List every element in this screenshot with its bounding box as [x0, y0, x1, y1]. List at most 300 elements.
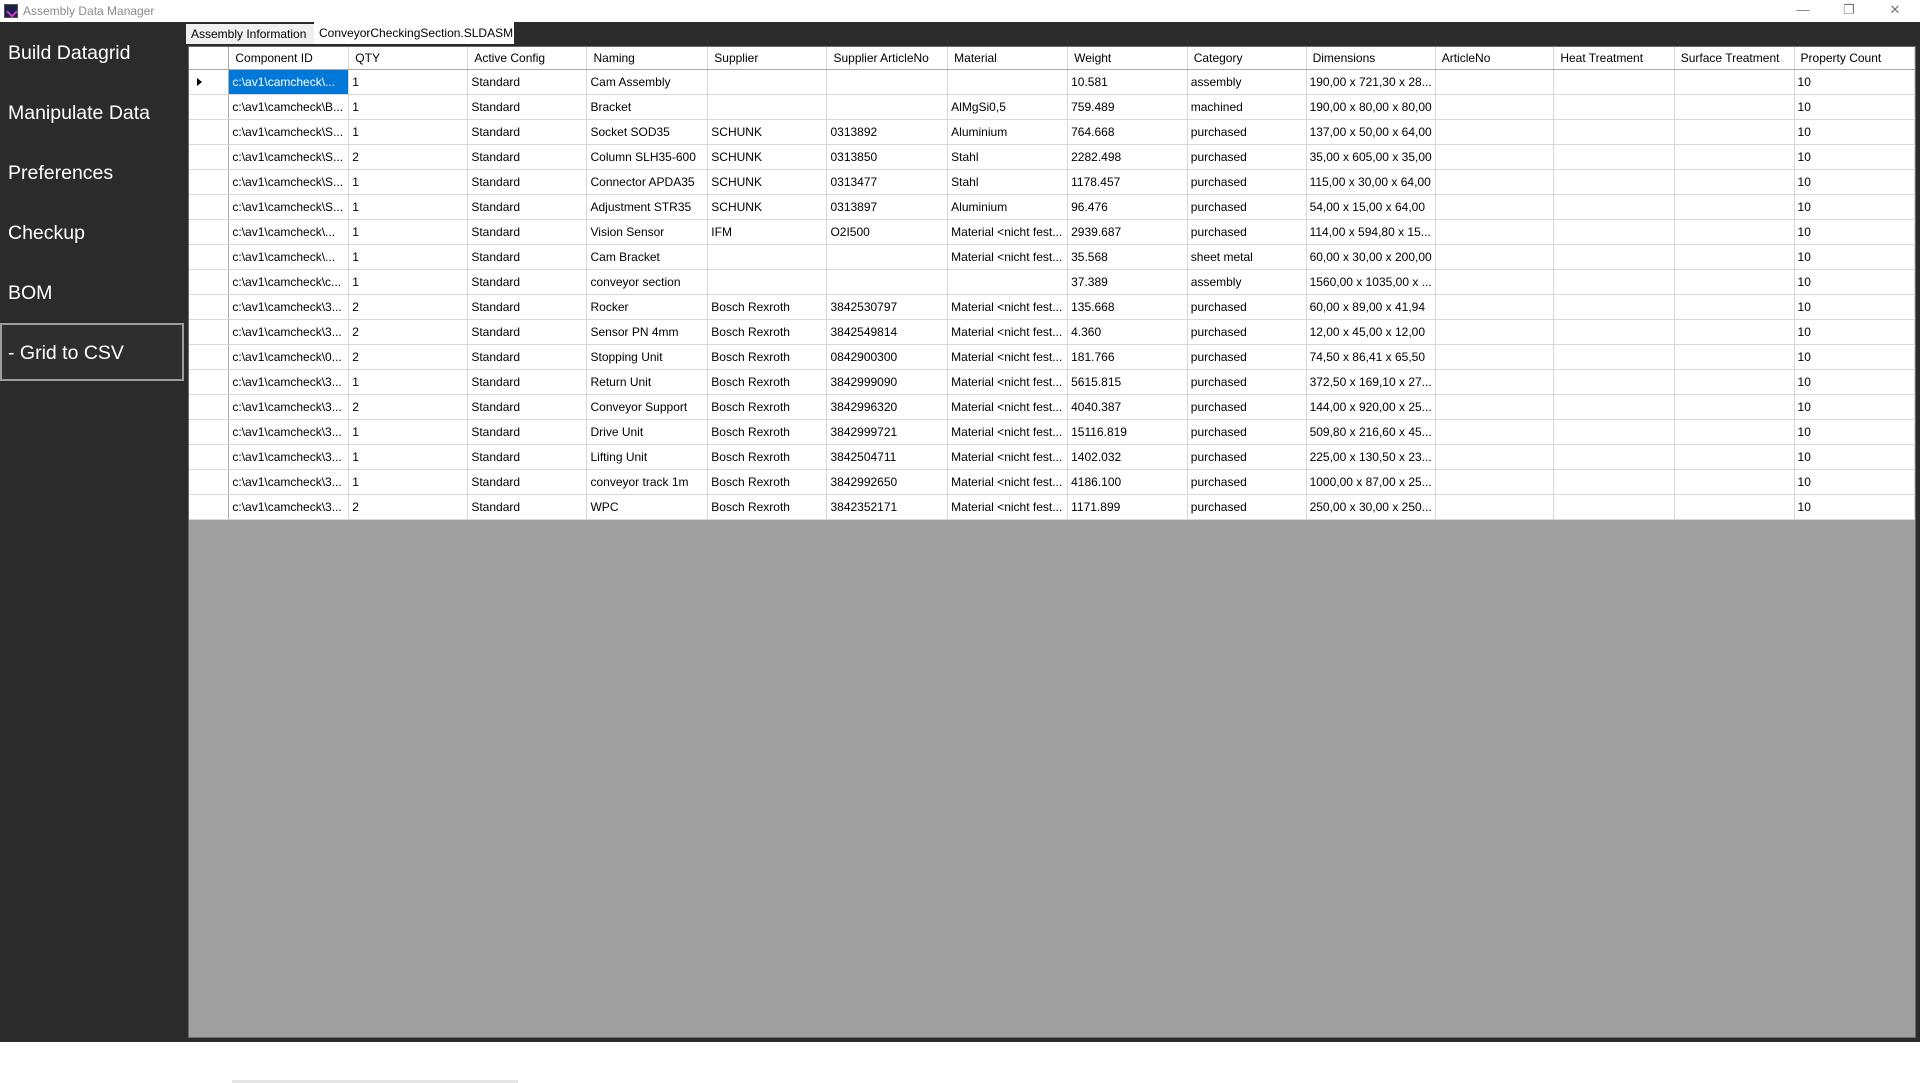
- table-row[interactable]: [189, 145, 1915, 170]
- table-cell[interactable]: [1674, 445, 1794, 470]
- table-cell[interactable]: [1554, 445, 1674, 470]
- table-cell[interactable]: 1: [349, 420, 468, 445]
- table-cell[interactable]: Standard: [468, 495, 587, 520]
- table-cell[interactable]: 35.568: [1068, 245, 1188, 270]
- table-cell[interactable]: 3842530797: [827, 295, 948, 320]
- table-cell[interactable]: 2: [349, 395, 468, 420]
- table-cell[interactable]: Standard: [468, 270, 587, 295]
- table-cell[interactable]: purchased: [1187, 370, 1306, 395]
- row-header[interactable]: [189, 95, 229, 120]
- row-header[interactable]: [189, 70, 229, 95]
- table-cell[interactable]: [708, 95, 827, 120]
- row-header[interactable]: [189, 495, 229, 520]
- table-cell[interactable]: [1554, 395, 1674, 420]
- table-cell[interactable]: [1554, 145, 1674, 170]
- table-cell[interactable]: 1: [349, 220, 468, 245]
- table-cell[interactable]: [1674, 70, 1794, 95]
- table-cell[interactable]: Column SLH35-600: [587, 145, 708, 170]
- table-cell[interactable]: 10: [1794, 345, 1914, 370]
- table-cell[interactable]: c:\av1\camcheck\...: [229, 245, 349, 270]
- column-header[interactable]: Dimensions: [1306, 47, 1435, 70]
- column-header[interactable]: Property Count: [1794, 47, 1914, 70]
- table-cell[interactable]: [1554, 95, 1674, 120]
- table-cell[interactable]: 0313477: [827, 170, 948, 195]
- table-cell[interactable]: 3842504711: [827, 445, 948, 470]
- table-cell[interactable]: [948, 70, 1068, 95]
- table-cell[interactable]: 3842999721: [827, 420, 948, 445]
- table-cell[interactable]: Standard: [468, 95, 587, 120]
- table-cell[interactable]: 509,80 x 216,60 x 45...: [1306, 420, 1435, 445]
- table-cell[interactable]: 10: [1794, 170, 1914, 195]
- table-cell[interactable]: [708, 270, 827, 295]
- table-cell[interactable]: purchased: [1187, 145, 1306, 170]
- minimize-icon[interactable]: —: [1796, 2, 1810, 17]
- table-cell[interactable]: [1554, 420, 1674, 445]
- table-cell[interactable]: 2: [349, 495, 468, 520]
- table-cell[interactable]: Return Unit: [587, 370, 708, 395]
- table-cell[interactable]: SCHUNK: [708, 120, 827, 145]
- table-cell[interactable]: 114,00 x 594,80 x 15...: [1306, 220, 1435, 245]
- table-cell[interactable]: Conveyor Support: [587, 395, 708, 420]
- table-row[interactable]: [189, 420, 1915, 445]
- table-row[interactable]: [189, 220, 1915, 245]
- table-cell[interactable]: [1674, 120, 1794, 145]
- table-cell[interactable]: 1: [349, 445, 468, 470]
- table-cell[interactable]: Stopping Unit: [587, 345, 708, 370]
- row-header[interactable]: [189, 270, 229, 295]
- table-cell[interactable]: Bosch Rexroth: [708, 470, 827, 495]
- row-header[interactable]: [189, 145, 229, 170]
- table-cell[interactable]: 181.766: [1068, 345, 1188, 370]
- table-cell[interactable]: [1435, 95, 1554, 120]
- table-cell[interactable]: conveyor section: [587, 270, 708, 295]
- table-cell[interactable]: [1674, 245, 1794, 270]
- table-cell[interactable]: Standard: [468, 370, 587, 395]
- table-cell[interactable]: 74,50 x 86,41 x 65,50: [1306, 345, 1435, 370]
- table-cell[interactable]: [827, 270, 948, 295]
- table-cell[interactable]: 1: [349, 95, 468, 120]
- table-cell[interactable]: c:\av1\camcheck\3...: [229, 395, 349, 420]
- table-cell[interactable]: purchased: [1187, 220, 1306, 245]
- table-cell[interactable]: 10: [1794, 145, 1914, 170]
- table-cell[interactable]: Standard: [468, 120, 587, 145]
- table-cell[interactable]: c:\av1\camcheck\3...: [229, 420, 349, 445]
- table-cell[interactable]: Standard: [468, 145, 587, 170]
- table-cell[interactable]: [1554, 195, 1674, 220]
- table-cell[interactable]: 764.668: [1068, 120, 1188, 145]
- table-cell[interactable]: 115,00 x 30,00 x 64,00: [1306, 170, 1435, 195]
- column-header[interactable]: ArticleNo: [1435, 47, 1554, 70]
- table-cell[interactable]: Standard: [468, 345, 587, 370]
- table-cell[interactable]: 1: [349, 245, 468, 270]
- column-header[interactable]: Weight: [1068, 47, 1188, 70]
- table-cell[interactable]: Stahl: [948, 170, 1068, 195]
- table-cell[interactable]: c:\av1\camcheck\3...: [229, 495, 349, 520]
- table-cell[interactable]: WPC: [587, 495, 708, 520]
- table-row[interactable]: [189, 495, 1915, 520]
- table-cell[interactable]: 1: [349, 120, 468, 145]
- table-cell[interactable]: 2282.498: [1068, 145, 1188, 170]
- table-cell[interactable]: 0313892: [827, 120, 948, 145]
- table-cell[interactable]: Material <nicht fest...: [948, 420, 1068, 445]
- table-cell[interactable]: c:\av1\camcheck\S...: [229, 195, 349, 220]
- table-cell[interactable]: c:\av1\camcheck\3...: [229, 320, 349, 345]
- table-cell[interactable]: 4186.100: [1068, 470, 1188, 495]
- table-cell[interactable]: Connector APDA35: [587, 170, 708, 195]
- table-cell[interactable]: [827, 95, 948, 120]
- table-cell[interactable]: [1674, 320, 1794, 345]
- table-cell[interactable]: 10.581: [1068, 70, 1188, 95]
- table-cell[interactable]: purchased: [1187, 445, 1306, 470]
- table-cell[interactable]: c:\av1\camcheck\3...: [229, 295, 349, 320]
- table-cell[interactable]: 96.476: [1068, 195, 1188, 220]
- table-cell[interactable]: Material <nicht fest...: [948, 345, 1068, 370]
- column-header[interactable]: Component ID: [229, 47, 349, 70]
- table-cell[interactable]: [948, 270, 1068, 295]
- row-header[interactable]: [189, 295, 229, 320]
- table-cell[interactable]: 759.489: [1068, 95, 1188, 120]
- table-cell[interactable]: 372,50 x 169,10 x 27...: [1306, 370, 1435, 395]
- table-cell[interactable]: [1435, 295, 1554, 320]
- table-cell[interactable]: Cam Assembly: [587, 70, 708, 95]
- table-cell[interactable]: purchased: [1187, 170, 1306, 195]
- table-cell[interactable]: Bosch Rexroth: [708, 445, 827, 470]
- table-cell[interactable]: 137,00 x 50,00 x 64,00: [1306, 120, 1435, 145]
- table-row[interactable]: [189, 70, 1915, 95]
- table-cell[interactable]: Adjustment STR35: [587, 195, 708, 220]
- table-cell[interactable]: c:\av1\camcheck\3...: [229, 445, 349, 470]
- table-cell[interactable]: Sensor PN 4mm: [587, 320, 708, 345]
- column-header[interactable]: Naming: [587, 47, 708, 70]
- table-cell[interactable]: 10: [1794, 420, 1914, 445]
- table-cell[interactable]: 10: [1794, 245, 1914, 270]
- table-cell[interactable]: SCHUNK: [708, 170, 827, 195]
- table-cell[interactable]: purchased: [1187, 320, 1306, 345]
- table-cell[interactable]: 1: [349, 195, 468, 220]
- table-cell[interactable]: purchased: [1187, 420, 1306, 445]
- table-cell[interactable]: [1554, 70, 1674, 95]
- table-cell[interactable]: 10: [1794, 395, 1914, 420]
- table-cell[interactable]: 60,00 x 30,00 x 200,00: [1306, 245, 1435, 270]
- table-cell[interactable]: [1554, 220, 1674, 245]
- table-cell[interactable]: Stahl: [948, 145, 1068, 170]
- table-row[interactable]: [189, 270, 1915, 295]
- table-row[interactable]: [189, 120, 1915, 145]
- table-cell[interactable]: 2: [349, 320, 468, 345]
- table-cell[interactable]: 225,00 x 130,50 x 23...: [1306, 445, 1435, 470]
- table-cell[interactable]: 2: [349, 295, 468, 320]
- table-cell[interactable]: Bracket: [587, 95, 708, 120]
- table-cell[interactable]: 0842900300: [827, 345, 948, 370]
- table-cell[interactable]: 10: [1794, 295, 1914, 320]
- table-cell[interactable]: 2: [349, 345, 468, 370]
- table-cell[interactable]: [1435, 445, 1554, 470]
- table-cell[interactable]: 1178.457: [1068, 170, 1188, 195]
- tab-conveyor-checking-section[interactable]: ConveyorCheckingSection.SLDASM: [314, 22, 514, 44]
- table-cell[interactable]: AlMgSi0,5: [948, 95, 1068, 120]
- table-row[interactable]: [189, 345, 1915, 370]
- table-row[interactable]: [189, 470, 1915, 495]
- table-cell[interactable]: c:\av1\camcheck\c...: [229, 270, 349, 295]
- close-icon[interactable]: ✕: [1889, 2, 1901, 17]
- table-cell[interactable]: Material <nicht fest...: [948, 495, 1068, 520]
- table-cell[interactable]: 10: [1794, 470, 1914, 495]
- table-cell[interactable]: [1435, 145, 1554, 170]
- column-header[interactable]: Material: [948, 47, 1068, 70]
- table-cell[interactable]: Standard: [468, 295, 587, 320]
- column-header[interactable]: Supplier ArticleNo: [827, 47, 948, 70]
- table-cell[interactable]: [1674, 420, 1794, 445]
- table-cell[interactable]: 3842996320: [827, 395, 948, 420]
- table-cell[interactable]: 54,00 x 15,00 x 64,00: [1306, 195, 1435, 220]
- table-cell[interactable]: Bosch Rexroth: [708, 395, 827, 420]
- table-cell[interactable]: 10: [1794, 270, 1914, 295]
- table-cell[interactable]: [1435, 345, 1554, 370]
- table-cell[interactable]: c:\av1\camcheck\S...: [229, 120, 349, 145]
- sidebar-item-bom[interactable]: BOM: [8, 282, 53, 304]
- table-cell[interactable]: [1435, 120, 1554, 145]
- table-cell[interactable]: Standard: [468, 445, 587, 470]
- table-cell[interactable]: SCHUNK: [708, 145, 827, 170]
- table-cell[interactable]: assembly: [1187, 270, 1306, 295]
- table-cell[interactable]: c:\av1\camcheck\S...: [229, 170, 349, 195]
- row-header[interactable]: [189, 445, 229, 470]
- table-cell[interactable]: [1554, 320, 1674, 345]
- table-cell[interactable]: Material <nicht fest...: [948, 395, 1068, 420]
- table-cell[interactable]: [1435, 220, 1554, 245]
- table-cell[interactable]: 1171.899: [1068, 495, 1188, 520]
- table-cell[interactable]: [1674, 470, 1794, 495]
- table-cell[interactable]: purchased: [1187, 295, 1306, 320]
- table-cell[interactable]: c:\av1\camcheck\S...: [229, 145, 349, 170]
- table-cell[interactable]: conveyor track 1m: [587, 470, 708, 495]
- table-cell[interactable]: [1554, 370, 1674, 395]
- table-cell[interactable]: [1435, 395, 1554, 420]
- table-cell[interactable]: Material <nicht fest...: [948, 445, 1068, 470]
- table-cell[interactable]: [1435, 495, 1554, 520]
- row-header[interactable]: [189, 395, 229, 420]
- table-cell[interactable]: [1674, 170, 1794, 195]
- table-cell[interactable]: Standard: [468, 170, 587, 195]
- table-cell[interactable]: 15116.819: [1068, 420, 1188, 445]
- table-cell[interactable]: 1: [349, 270, 468, 295]
- table-cell[interactable]: Vision Sensor: [587, 220, 708, 245]
- table-cell[interactable]: 1: [349, 70, 468, 95]
- assembly-datagrid[interactable]: [188, 46, 1916, 1038]
- table-cell[interactable]: Rocker: [587, 295, 708, 320]
- sidebar-item-preferences[interactable]: Preferences: [8, 162, 114, 184]
- table-cell[interactable]: c:\av1\camcheck\B...: [229, 95, 349, 120]
- table-cell[interactable]: [1435, 420, 1554, 445]
- table-cell[interactable]: purchased: [1187, 195, 1306, 220]
- table-cell[interactable]: Material <nicht fest...: [948, 245, 1068, 270]
- table-cell[interactable]: 10: [1794, 120, 1914, 145]
- table-cell[interactable]: [1435, 170, 1554, 195]
- table-cell[interactable]: [1435, 195, 1554, 220]
- table-cell[interactable]: [1674, 270, 1794, 295]
- table-cell[interactable]: [827, 70, 948, 95]
- table-cell[interactable]: 2939.687: [1068, 220, 1188, 245]
- table-cell[interactable]: Aluminium: [948, 195, 1068, 220]
- table-cell[interactable]: 2: [349, 145, 468, 170]
- table-cell[interactable]: [1554, 345, 1674, 370]
- table-cell[interactable]: Lifting Unit: [587, 445, 708, 470]
- table-cell[interactable]: [1674, 95, 1794, 120]
- table-cell[interactable]: Standard: [468, 320, 587, 345]
- table-cell[interactable]: 190,00 x 80,00 x 80,00: [1306, 95, 1435, 120]
- table-cell[interactable]: Material <nicht fest...: [948, 470, 1068, 495]
- table-row[interactable]: [189, 295, 1915, 320]
- table-cell[interactable]: [1554, 270, 1674, 295]
- table-cell[interactable]: 10: [1794, 370, 1914, 395]
- table-cell[interactable]: 3842992650: [827, 470, 948, 495]
- table-cell[interactable]: 60,00 x 89,00 x 41,94: [1306, 295, 1435, 320]
- table-cell[interactable]: Standard: [468, 195, 587, 220]
- table-row[interactable]: [189, 320, 1915, 345]
- row-header[interactable]: [189, 370, 229, 395]
- table-cell[interactable]: c:\av1\camcheck\0...: [229, 345, 349, 370]
- column-header[interactable]: Supplier: [708, 47, 827, 70]
- table-cell[interactable]: 1: [349, 370, 468, 395]
- table-row[interactable]: [189, 395, 1915, 420]
- table-cell[interactable]: [1435, 70, 1554, 95]
- table-cell[interactable]: purchased: [1187, 120, 1306, 145]
- table-cell[interactable]: O2I500: [827, 220, 948, 245]
- sidebar-item-grid-to-csv[interactable]: - Grid to CSV: [0, 323, 184, 381]
- table-cell[interactable]: [1554, 245, 1674, 270]
- table-cell[interactable]: [708, 245, 827, 270]
- table-cell[interactable]: Material <nicht fest...: [948, 320, 1068, 345]
- table-cell[interactable]: 10: [1794, 95, 1914, 120]
- table-cell[interactable]: Cam Bracket: [587, 245, 708, 270]
- row-header[interactable]: [189, 470, 229, 495]
- table-cell[interactable]: 190,00 x 721,30 x 28...: [1306, 70, 1435, 95]
- table-cell[interactable]: 1402.032: [1068, 445, 1188, 470]
- table-cell[interactable]: [1554, 170, 1674, 195]
- table-cell[interactable]: [1554, 295, 1674, 320]
- table-cell[interactable]: c:\av1\camcheck\...: [229, 220, 349, 245]
- sidebar-item-build-datagrid[interactable]: Build Datagrid: [8, 42, 131, 64]
- table-cell[interactable]: 1: [349, 170, 468, 195]
- row-header[interactable]: [189, 170, 229, 195]
- table-cell[interactable]: [1674, 145, 1794, 170]
- table-row[interactable]: [189, 445, 1915, 470]
- table-cell[interactable]: Socket SOD35: [587, 120, 708, 145]
- table-cell[interactable]: 35,00 x 605,00 x 35,00: [1306, 145, 1435, 170]
- table-cell[interactable]: [1674, 295, 1794, 320]
- row-header[interactable]: [189, 195, 229, 220]
- table-cell[interactable]: [1674, 220, 1794, 245]
- table-cell[interactable]: [1435, 470, 1554, 495]
- table-cell[interactable]: [1435, 370, 1554, 395]
- table-cell[interactable]: [1435, 270, 1554, 295]
- row-header[interactable]: [189, 120, 229, 145]
- table-cell[interactable]: 10: [1794, 320, 1914, 345]
- table-cell[interactable]: 1560,00 x 1035,00 x ...: [1306, 270, 1435, 295]
- table-cell[interactable]: Material <nicht fest...: [948, 220, 1068, 245]
- table-cell[interactable]: Bosch Rexroth: [708, 345, 827, 370]
- table-cell[interactable]: [1674, 395, 1794, 420]
- row-header[interactable]: [189, 245, 229, 270]
- table-cell[interactable]: Bosch Rexroth: [708, 495, 827, 520]
- table-cell[interactable]: 3842549814: [827, 320, 948, 345]
- table-cell[interactable]: Standard: [468, 70, 587, 95]
- table-cell[interactable]: 3842999090: [827, 370, 948, 395]
- table-cell[interactable]: [1435, 320, 1554, 345]
- table-cell[interactable]: Standard: [468, 220, 587, 245]
- table-cell[interactable]: Bosch Rexroth: [708, 370, 827, 395]
- table-cell[interactable]: 10: [1794, 495, 1914, 520]
- table-cell[interactable]: sheet metal: [1187, 245, 1306, 270]
- table-cell[interactable]: [827, 245, 948, 270]
- table-cell[interactable]: c:\av1\camcheck\...: [229, 70, 349, 95]
- table-cell[interactable]: Standard: [468, 395, 587, 420]
- table-cell[interactable]: 0313850: [827, 145, 948, 170]
- column-header[interactable]: Category: [1187, 47, 1306, 70]
- table-cell[interactable]: [1554, 470, 1674, 495]
- table-cell[interactable]: Bosch Rexroth: [708, 320, 827, 345]
- table-cell[interactable]: [708, 70, 827, 95]
- table-row[interactable]: [189, 370, 1915, 395]
- table-row[interactable]: [189, 195, 1915, 220]
- table-cell[interactable]: 37.389: [1068, 270, 1188, 295]
- table-cell[interactable]: [1674, 195, 1794, 220]
- table-cell[interactable]: 10: [1794, 70, 1914, 95]
- table-cell[interactable]: 5615.815: [1068, 370, 1188, 395]
- table-cell[interactable]: Standard: [468, 245, 587, 270]
- table-row[interactable]: [189, 170, 1915, 195]
- table-cell[interactable]: Standard: [468, 470, 587, 495]
- table-cell[interactable]: purchased: [1187, 395, 1306, 420]
- table-cell[interactable]: purchased: [1187, 470, 1306, 495]
- table-row[interactable]: [189, 95, 1915, 120]
- table-cell[interactable]: 10: [1794, 445, 1914, 470]
- table-cell[interactable]: Bosch Rexroth: [708, 295, 827, 320]
- table-cell[interactable]: Aluminium: [948, 120, 1068, 145]
- row-header[interactable]: [189, 220, 229, 245]
- table-cell[interactable]: 4040.387: [1068, 395, 1188, 420]
- table-cell[interactable]: purchased: [1187, 345, 1306, 370]
- table-cell[interactable]: Material <nicht fest...: [948, 295, 1068, 320]
- table-cell[interactable]: 135.668: [1068, 295, 1188, 320]
- tab-assembly-information[interactable]: Assembly Information: [186, 24, 314, 44]
- column-header[interactable]: Surface Treatment: [1674, 47, 1794, 70]
- table-cell[interactable]: 12,00 x 45,00 x 12,00: [1306, 320, 1435, 345]
- restore-icon[interactable]: ❐: [1843, 2, 1855, 17]
- table-cell[interactable]: assembly: [1187, 70, 1306, 95]
- table-cell[interactable]: 4.360: [1068, 320, 1188, 345]
- table-cell[interactable]: 144,00 x 920,00 x 25...: [1306, 395, 1435, 420]
- row-header[interactable]: [189, 345, 229, 370]
- column-header[interactable]: Active Config: [468, 47, 587, 70]
- sidebar-item-checkup[interactable]: Checkup: [8, 222, 85, 244]
- sidebar-item-manipulate-data[interactable]: Manipulate Data: [8, 102, 151, 124]
- table-cell[interactable]: 1: [349, 470, 468, 495]
- table-cell[interactable]: 250,00 x 30,00 x 250...: [1306, 495, 1435, 520]
- table-cell[interactable]: 10: [1794, 220, 1914, 245]
- table-cell[interactable]: Drive Unit: [587, 420, 708, 445]
- table-cell[interactable]: machined: [1187, 95, 1306, 120]
- row-header-corner[interactable]: [189, 47, 229, 70]
- table-cell[interactable]: [1554, 495, 1674, 520]
- table-cell[interactable]: SCHUNK: [708, 195, 827, 220]
- table-cell[interactable]: 1000,00 x 87,00 x 25...: [1306, 470, 1435, 495]
- table-cell[interactable]: [1674, 370, 1794, 395]
- row-header[interactable]: [189, 420, 229, 445]
- table-row[interactable]: [189, 245, 1915, 270]
- table-cell[interactable]: Standard: [468, 420, 587, 445]
- table-cell[interactable]: [1435, 245, 1554, 270]
